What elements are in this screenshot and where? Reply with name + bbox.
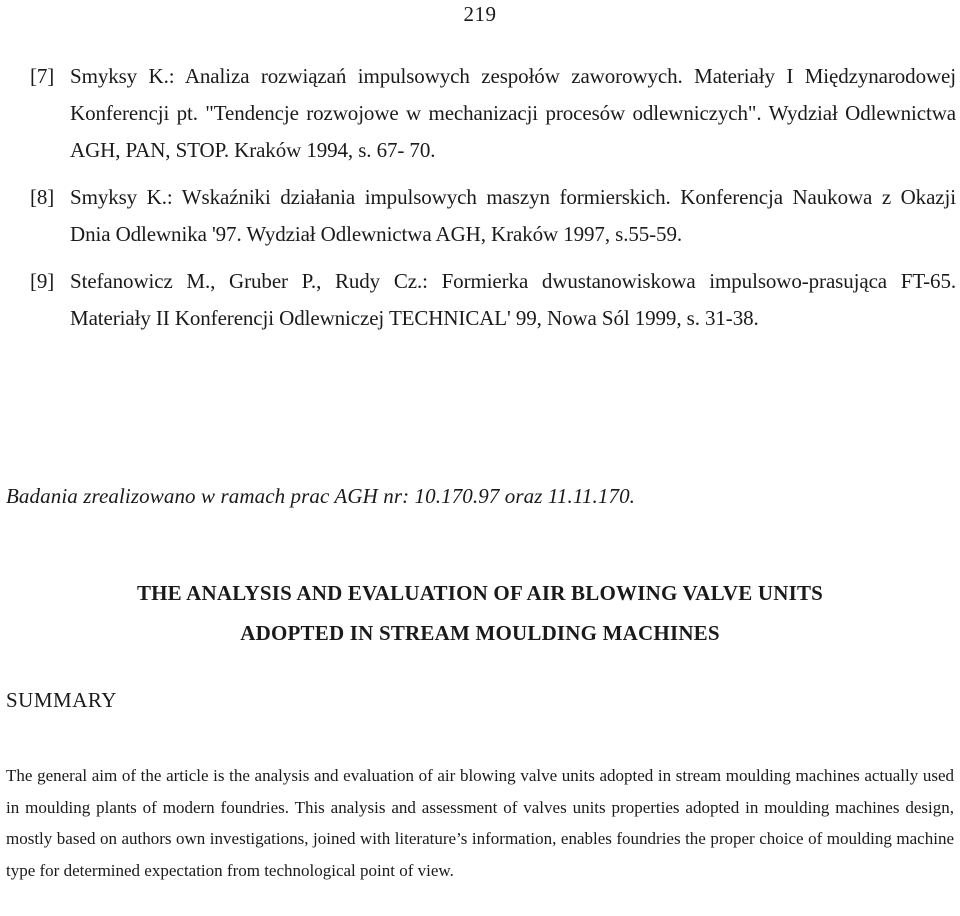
summary-heading: SUMMARY xyxy=(6,688,117,712)
research-note: Badania zrealizowano w ramach prac AGH nr: 10.170.97 oraz 11.11.170. xyxy=(6,484,636,508)
reference-item-9 xyxy=(30,263,956,337)
reference-number: [9] xyxy=(30,269,55,293)
reference-text: Smyksy K.: Wskaźniki działania impulsowych maszyn formierskich. Konferencja Naukowa z Okazji Dnia Odlewnika '97. Wydział Odlewnictwa AGH, Kraków 1997, s.55-59. xyxy=(70,185,956,246)
reference-list xyxy=(30,58,956,347)
reference-text: Smyksy K.: Analiza rozwiązań impulsowych zespołów zaworowych. Materiały I Międzynarodowej Konferencji pt. "Tendencje rozwojowe w mechanizacji procesów odlewniczych". Wydział Odlewnictwa AGH, PAN, STOP. Kraków 1994, s. 67- 70. xyxy=(70,64,956,162)
page-number: 219 xyxy=(463,2,497,26)
english-title xyxy=(0,573,960,653)
reference-number: [8] xyxy=(30,185,55,209)
reference-number: [7] xyxy=(30,64,55,88)
reference-item-8 xyxy=(30,179,956,253)
english-title-line-2: ADOPTED IN STREAM MOULDING MACHINES xyxy=(240,621,720,645)
reference-item-7 xyxy=(30,58,956,169)
reference-text: Stefanowicz M., Gruber P., Rudy Cz.: Formierka dwustanowiskowa impulsowo-prasująca FT-65. Materiały II Konferencji Odlewniczej TECHNICAL' 99, Nowa Sól 1999, s. 31-38. xyxy=(70,269,956,330)
summary-text: The general aim of the article is the analysis and evaluation of air blowing valve units adopted in stream moulding machines actually used in moulding plants of modern foundries. This analysis and assessment of valves units properties adopted in moulding machines design, mostly based on authors own investigations, joined with literature’s information, enables foundries the proper choice of moulding machine type for determined expectation from technological point of view. xyxy=(6,766,954,880)
english-title-line-1: THE ANALYSIS AND EVALUATION OF AIR BLOWING VALVE UNITS xyxy=(136,581,824,605)
